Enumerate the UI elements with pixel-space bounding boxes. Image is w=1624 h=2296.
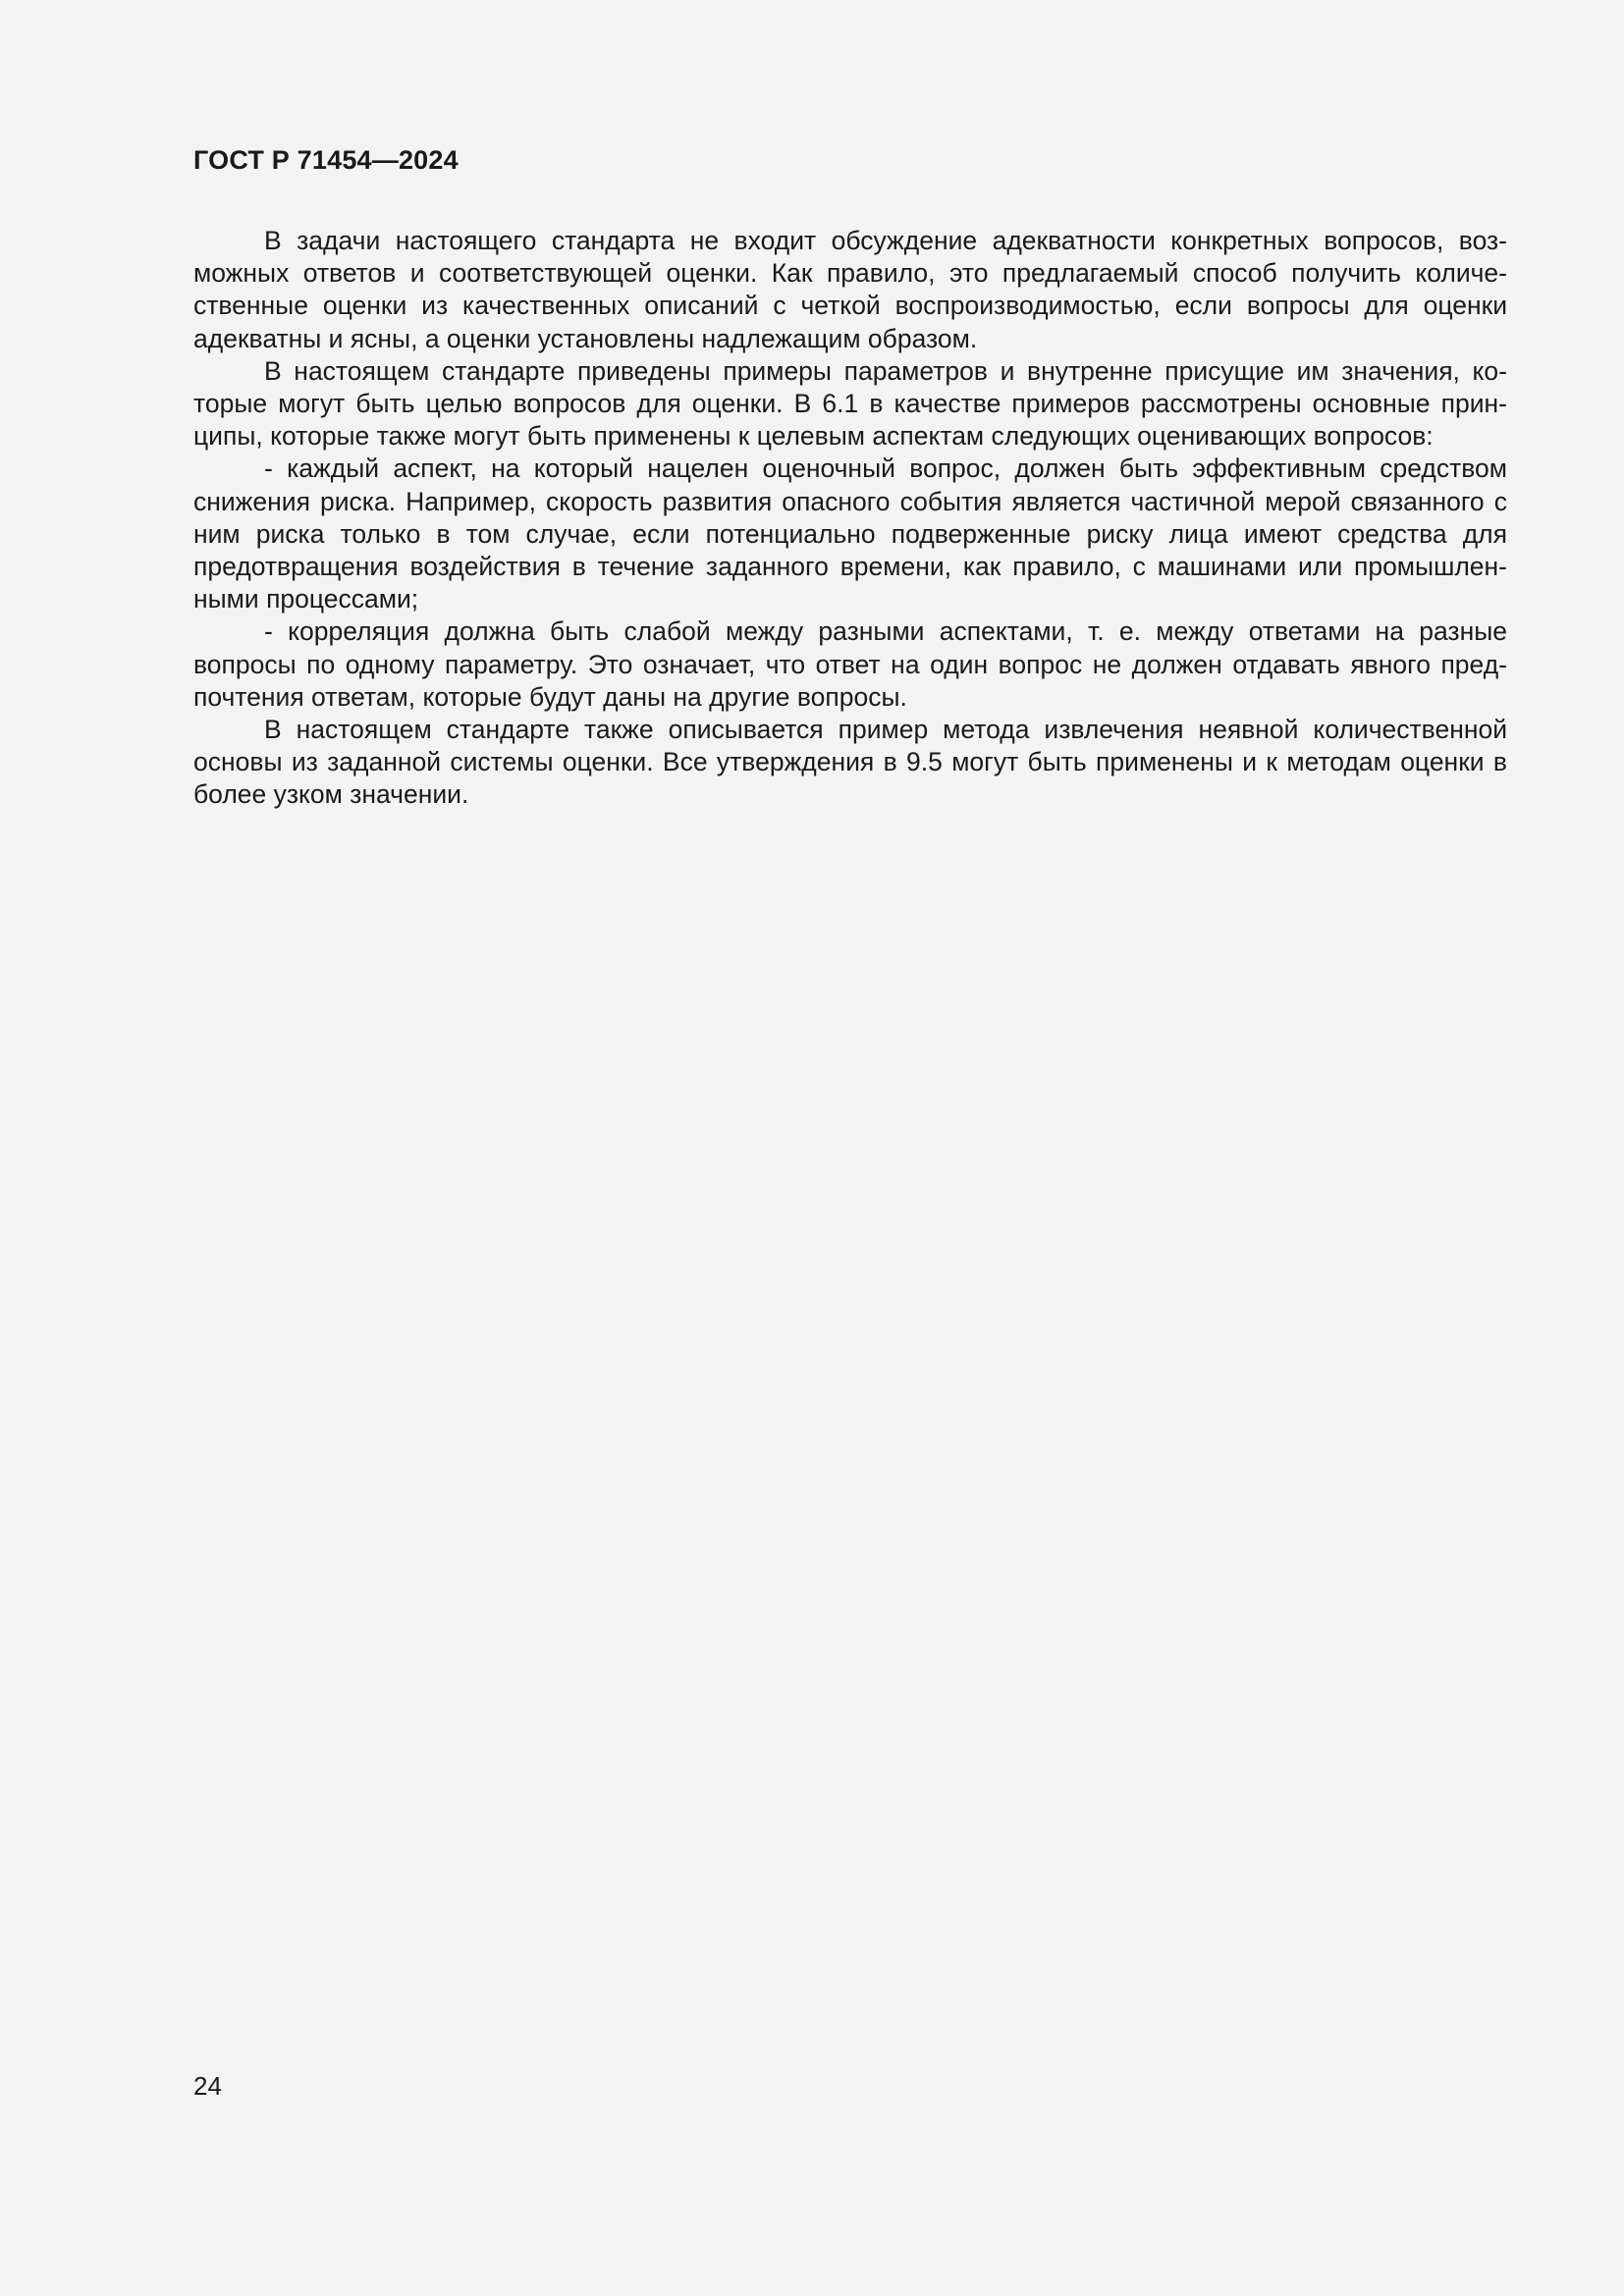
paragraph-parameters: В настоящем стандарте приведены примеры параметров и внутренне присущие им значения, которые могут быть целью вопросов для оценки. В 6.1 в качестве примеров рассмотрены основные принципы, которые также могут быть применены к целевым аспектам следующих оценивающих вопросов: <box>193 355 1507 452</box>
standard-header: ГОСТ Р 71454—2024 <box>193 145 459 175</box>
paragraph-method: В настоящем стандарте также описывается пример метода извлечения неявной количественной основы из заданной системы оценки. Все утверждения в 9.5 могут быть применены и к методам оценки в более узком значении. <box>193 715 1507 810</box>
list-item-correlation: - корреляция должна быть слабой между разными аспектами, т. е. между ответами на разные вопросы по одному параметру. Это означает, что ответ на один вопрос не должен отдавать явного предпочтения ответам, которые будут даны на другие вопросы. <box>193 616 1507 712</box>
document-body <box>193 225 1507 812</box>
list-item-aspect: - каждый аспект, на который нацелен оценочный вопрос, должен быть эффективным средством снижения риска. Например, скорость развития опасного события является частичной мерой связанного с ним риска только в том случае, если потенциально подверженные риску лица имеют средства для предотвращения воздействия в течение заданного времени, как правило, с машинами или промышленными процессами; <box>193 454 1507 614</box>
paragraph-scope: В задачи настоящего стандарта не входит обсуждение адекватности конкретных вопросов, возможных ответов и соответствующей оценки. Как правило, это предлагаемый способ получить количественные оценки из качественных описаний с четкой воспроизводимостью, если вопросы для оценки адекватны и ясны, а оценки установлены надлежащим образом. <box>193 226 1507 353</box>
page-number: 24 <box>193 2071 222 2101</box>
